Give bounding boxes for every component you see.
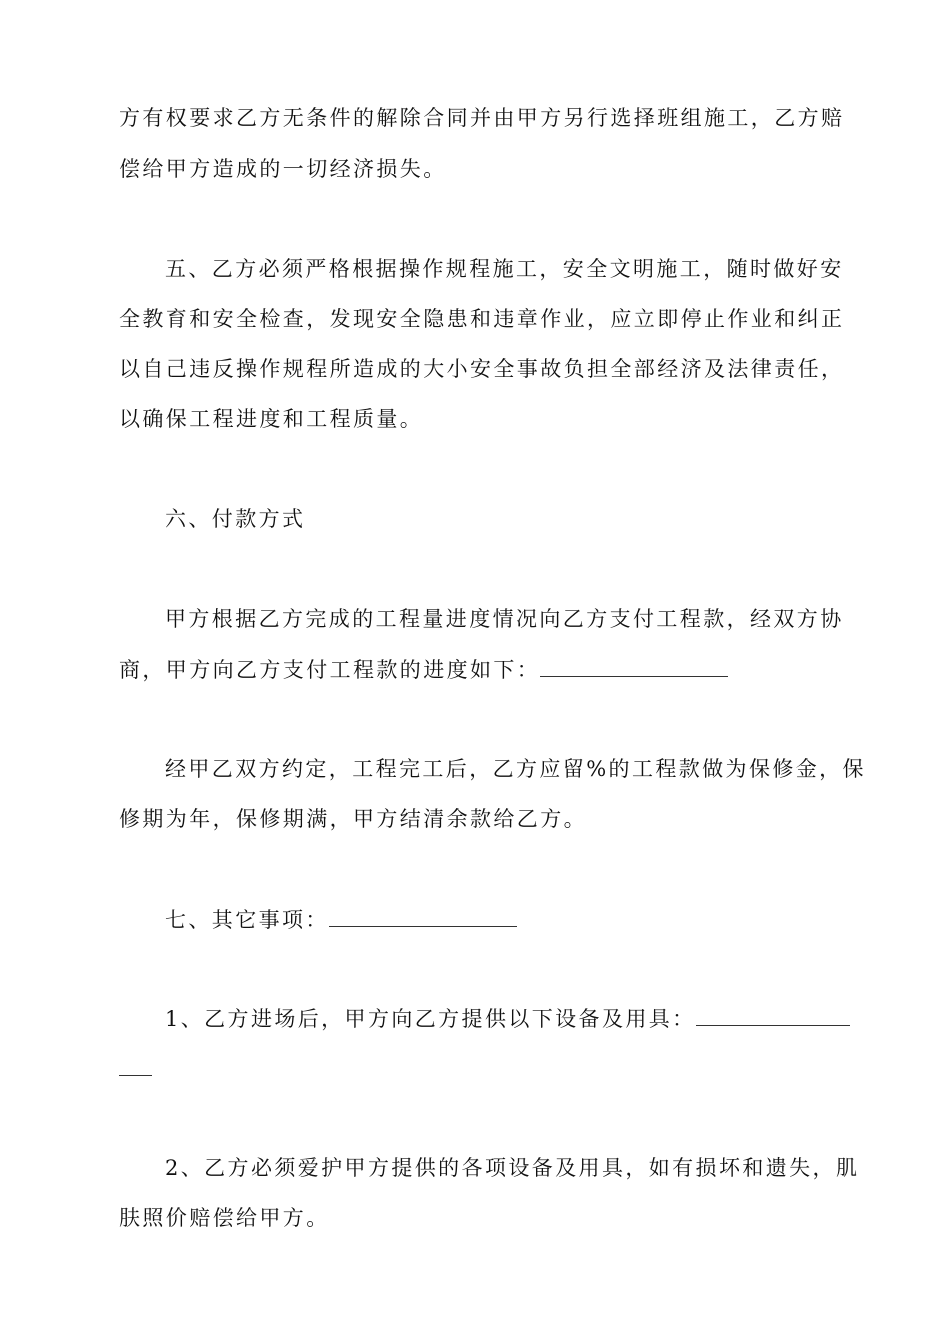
paragraph-text: 1、乙方进场后，甲方向乙方提供以下设备及用具：	[165, 1007, 696, 1031]
blank-continuation	[119, 1053, 835, 1084]
paragraph-line: 甲方根据乙方完成的工程量进度情况向乙方支付工程款，经双方协	[165, 607, 844, 631]
fill-in-blank[interactable]	[119, 1053, 152, 1076]
paragraph-line: 以自己违反操作规程所造成的大小安全事故负担全部经济及法律责任，	[119, 357, 845, 381]
section-heading-with-blank	[165, 904, 835, 935]
paragraph-line: 修期为年，保修期满，甲方结清余款给乙方。	[119, 807, 587, 831]
paragraph-line: 偿给甲方造成的一切经济损失。	[119, 157, 447, 181]
paragraph-line: 全教育和安全检查，发现安全隐患和违章作业，应立即停止作业和纠正	[119, 307, 845, 331]
paragraph-line: 肤照价赔偿给甲方。	[119, 1206, 330, 1230]
paragraph-text: 商，甲方向乙方支付工程款的进度如下：	[119, 658, 541, 682]
section-heading: 七、其它事项：	[165, 908, 329, 932]
paragraph-line-with-blank	[165, 1003, 835, 1034]
paragraph-line: 方有权要求乙方无条件的解除合同并由甲方另行选择班组施工，乙方赔	[119, 106, 845, 130]
paragraph-line: 经甲乙双方约定，工程完工后，乙方应留%的工程款做为保修金，保	[165, 757, 866, 781]
fill-in-blank[interactable]	[540, 654, 728, 677]
section-heading: 六、付款方式	[165, 507, 306, 531]
paragraph-line-with-blank	[119, 654, 835, 685]
paragraph-line: 五、乙方必须严格根据操作规程施工，安全文明施工，随时做好安	[165, 257, 844, 281]
fill-in-blank[interactable]	[329, 904, 517, 927]
paragraph-line: 以确保工程进度和工程质量。	[119, 407, 424, 431]
fill-in-blank[interactable]	[696, 1003, 850, 1026]
paragraph-line: 2、乙方必须爱护甲方提供的各项设备及用具，如有损坏和遗失，肌	[165, 1156, 860, 1180]
